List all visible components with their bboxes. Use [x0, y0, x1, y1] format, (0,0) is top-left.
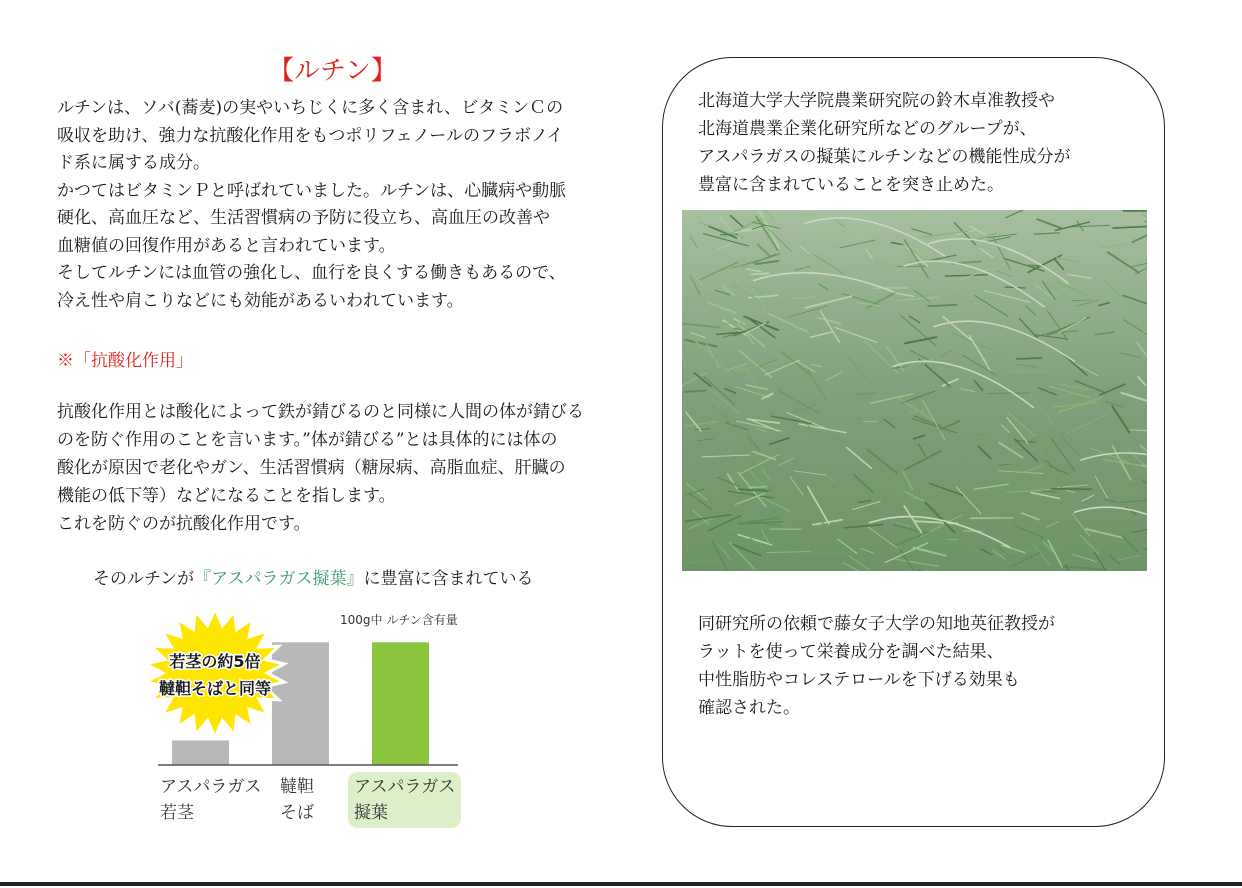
chart-bar — [372, 642, 429, 765]
page-bottom-rule — [0, 882, 1242, 886]
asparagus-fern-photo — [682, 210, 1147, 571]
finding-line: 豊富に含まれていることを突き止めた。 — [698, 175, 1004, 195]
antioxidant-line: 酸化が原因で老化やガン、生活習慣病（糖尿病、高脂血症、肝臓の — [57, 458, 566, 478]
chart-bar — [272, 642, 329, 765]
chart-category-label: 韃靼 そば — [280, 777, 314, 823]
chart-category-label: アスパラガス 若茎 — [160, 777, 262, 823]
antioxidant-line: 抗酸化作用とは酸化によって鉄が錆びるのと同様に人間の体が錆びる — [57, 402, 584, 422]
summary-line — [93, 564, 533, 589]
finding-line: 北海道農業企業化研究所などのグループが、 — [698, 119, 1037, 139]
chart-bar — [172, 740, 229, 765]
result-line: 確認された。 — [698, 698, 800, 718]
intro-line: 冷え性や肩こりなどにも効能があるいわれています。 — [57, 290, 464, 311]
antioxidant-line: これを防ぐのが抗酸化作用です。 — [57, 514, 311, 534]
summary-highlight: 『アスパラガス擬葉』 — [194, 569, 364, 589]
chart-category-label: アスパラガス 擬葉 — [348, 772, 461, 828]
antioxidant-text — [57, 398, 637, 538]
page-title: 【ルチン】 — [268, 56, 397, 86]
result-line: 中性脂肪やコレステロールを下げる効果も — [698, 670, 1020, 690]
intro-line: 硬化、高血圧など、生活習慣病の予防に役立ち、高血圧の改善や — [57, 208, 550, 228]
intro-line: ルチンは、ソバ(蕎麦)の実やいちじくに多く含まれ、ビタミンＣの — [57, 98, 564, 118]
antioxidant-heading: ※「抗酸化作用」 — [57, 351, 193, 371]
summary-prefix: そのルチンが — [93, 569, 195, 589]
chart-annotation: 若茎の約5倍 — [169, 652, 261, 671]
intro-line: 血糖値の回復作用があると言われています。 — [57, 235, 396, 256]
research-finding — [698, 87, 1138, 199]
antioxidant-line: 機能の低下等）などになることを指します。 — [57, 486, 396, 506]
research-result — [698, 610, 1138, 722]
intro-line: 吸収を助け、強力な抗酸化作用をもつポリフェノールのフラボノイ — [57, 125, 564, 146]
result-line: 同研究所の依頼で藤女子大学の知地英征教授が — [698, 614, 1055, 634]
intro-line: かつてはビタミンＰと呼ばれていました。ルチンは、心臓病や動脈 — [57, 180, 567, 201]
asparagus-fern-illustration — [682, 210, 1147, 571]
result-line: ラットを使って栄養成分を調べた結果、 — [698, 642, 1004, 662]
chart-title: 100g中 ルチン含有量 — [340, 613, 458, 627]
rutin-intro — [57, 95, 637, 315]
chart-annotation: 韃靼そばと同等 — [158, 679, 272, 698]
starburst-badge — [146, 609, 285, 738]
summary-suffix: に豊富に含まれている — [363, 569, 534, 589]
antioxidant-line: のを防ぐ作用のことを言います。”体が錆びる”とは具体的には体の — [57, 430, 558, 450]
finding-line: 北海道大学大学院農業研究院の鈴木卓准教授や — [698, 91, 1055, 111]
intro-line: ド系に属する成分。 — [57, 153, 210, 173]
finding-line: アスパラガスの擬葉にルチンなどの機能性成分が — [698, 147, 1071, 167]
rutin-content-chart — [140, 605, 500, 835]
intro-line: そしてルチンには血管の強化し、血行を良くする働きもあるので、 — [57, 263, 566, 283]
